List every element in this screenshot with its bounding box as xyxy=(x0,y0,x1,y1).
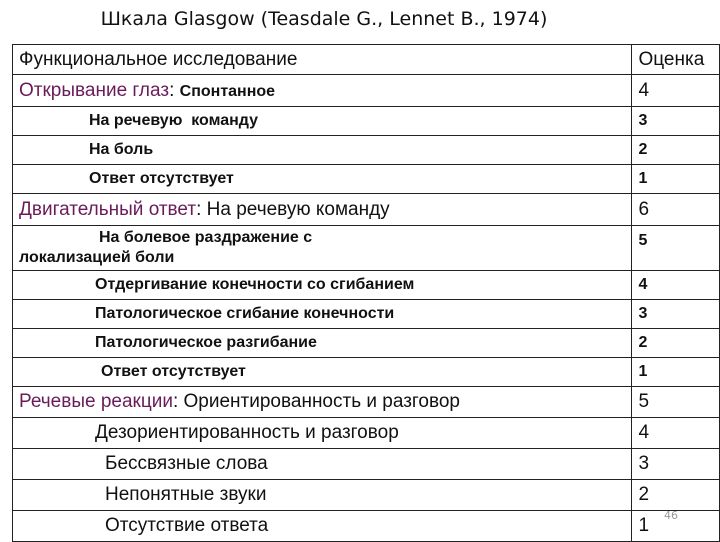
verbal-words-score: 3 xyxy=(632,449,720,480)
table-row xyxy=(13,300,720,329)
motor-localizing-label xyxy=(13,226,632,271)
table-row xyxy=(13,480,720,511)
verbal-oriented-label: Ориентированность и разговор xyxy=(183,391,460,412)
eye-spontaneous-label: Спонтанное xyxy=(179,82,276,100)
table-row xyxy=(13,107,720,136)
table-row xyxy=(13,226,720,271)
glasgow-scale-table xyxy=(12,44,720,542)
motor-none-label: Ответ отсутствует xyxy=(13,358,632,387)
eye-pain-score: 2 xyxy=(632,136,720,165)
header-score: Оценка xyxy=(632,45,720,75)
table-row xyxy=(13,165,720,194)
verbal-disoriented-score: 4 xyxy=(632,418,720,449)
header-function: Функциональное исследование xyxy=(13,45,632,75)
motor-flexion-score: 3 xyxy=(632,300,720,329)
slide-title: Шкала Glasgow (Teasdale G., Lennet B., 1974) xyxy=(100,8,548,30)
category-motor-response: Двигательный ответ xyxy=(19,198,197,220)
category-verbal-response: Речевые реакции xyxy=(19,391,173,412)
eye-row-spontaneous: Открывание глаз: Спонтанное xyxy=(13,75,632,107)
verbal-row-oriented: Речевые реакции: Ориентированность и разговор xyxy=(13,387,632,418)
verbal-none-score: 1 xyxy=(632,511,720,542)
motor-flexion-label: Патологическое сгибание конечности xyxy=(13,300,632,329)
table-row xyxy=(13,136,720,165)
eye-verbal-label: На речевую команду xyxy=(13,107,632,136)
motor-localizing-line2: локализацией боли xyxy=(19,249,175,266)
motor-localizing-line1: На болевое раздражение с xyxy=(99,229,313,246)
verbal-oriented-score: 5 xyxy=(632,387,720,418)
eye-verbal-score: 3 xyxy=(632,107,720,136)
page-number: 46 xyxy=(664,509,678,522)
table-header-row xyxy=(13,45,720,75)
motor-verbal-score: 6 xyxy=(632,194,720,226)
table-row xyxy=(13,418,720,449)
motor-withdrawal-label: Отдергивание конечности со сгибанием xyxy=(13,271,632,300)
category-eye-opening: Открывание глаз xyxy=(19,79,170,101)
motor-extension-score: 2 xyxy=(632,329,720,358)
verbal-words-label: Бессвязные слова xyxy=(13,449,632,480)
motor-verbal-label: На речевую команду xyxy=(206,198,390,220)
table-row xyxy=(13,511,720,542)
verbal-sounds-label: Непонятные звуки xyxy=(13,480,632,511)
motor-extension-label: Патологическое разгибание xyxy=(13,329,632,358)
eye-pain-label: На боль xyxy=(13,136,632,165)
verbal-none-label: Отсутствие ответа xyxy=(13,511,632,542)
eye-none-score: 1 xyxy=(632,165,720,194)
eye-none-label: Ответ отсутствует xyxy=(13,165,632,194)
table-row xyxy=(13,194,720,226)
motor-row-verbal: Двигательный ответ: На речевую команду xyxy=(13,194,632,226)
table-row xyxy=(13,329,720,358)
verbal-disoriented-label: Дезориентированность и разговор xyxy=(13,418,632,449)
verbal-sounds-score: 2 xyxy=(632,480,720,511)
motor-none-score: 1 xyxy=(632,358,720,387)
table-row xyxy=(13,449,720,480)
motor-localizing-score: 5 xyxy=(632,226,720,271)
table-row xyxy=(13,75,720,107)
table-row xyxy=(13,271,720,300)
eye-spontaneous-score: 4 xyxy=(632,75,720,107)
table-row xyxy=(13,387,720,418)
motor-withdrawal-score: 4 xyxy=(632,271,720,300)
table-row xyxy=(13,358,720,387)
